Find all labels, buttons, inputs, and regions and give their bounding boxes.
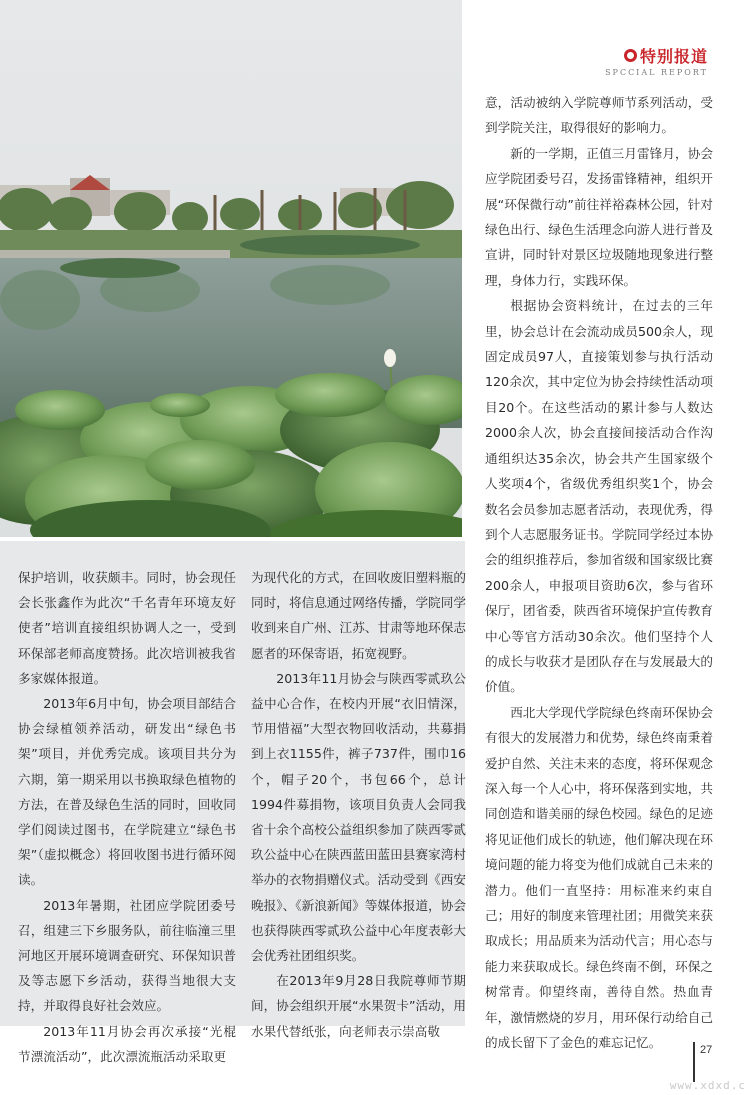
- section-title-en: SPCCIAL REPORT: [605, 68, 708, 77]
- paragraph: 保护培训，收获颇丰。同时，协会现任会长张鑫作为此次“千名青年环境友好使者”培训直接组织协调人之一，受到环保部老师高度赞扬。此次培训被我省多家媒体报道。: [18, 570, 236, 686]
- logo-mark-icon: [624, 49, 637, 62]
- article-column-middle: [251, 565, 466, 1044]
- paragraph: 为现代化的方式，在回收废旧塑料瓶的同时，将信息通过网络传播，学院同学收到来自广州、江苏、甘肃等地环保志愿者的环保寄语，拓宽视野。: [251, 570, 466, 661]
- paragraph: 在2013年9月28日我院尊师节期间，协会组织开展“水果贺卡”活动，用水果代替纸张，向老师表示崇高敬: [251, 973, 466, 1039]
- paragraph: 2013年11月协会与陕西零贰玖公益中心合作，在校内开展“衣旧情深，节用惜福”大型衣物回收活动，共募捐到上衣1155件，裤子737件，围巾16个，帽子20个，书包66个，总计1994件募捐物，该项目负责人会同我省十余个高校公益组织参加了陕西零贰玖公益中心在陕西蓝田蓝田县赛家湾村举办的衣物捐赠仪式。活动受到《西安晚报》、《新浪新闻》等媒体报道，协会也获得陕西零贰玖公益中心年度表彰大会优秀社团组织奖。: [251, 670, 466, 964]
- page-number: 27: [700, 1044, 713, 1056]
- lotus-pond-illustration: [0, 0, 462, 537]
- paragraph: 西北大学现代学院绿色终南环保协会有很大的发展潜力和优势，绿色终南秉着爱护自然、关注未来的态度，将环保观念深入每一个人心中，将环保落到实地，共同创造和谐美丽的绿色校园。绿色的足迹将见证他们成长的轨迹，他们解决现在环境问题的能力将变为他们成就自己未来的潜力。他们一直坚持：用标准来约束自己；用好的制度来管理社团；用微笑来获取成长；用品质来为活动代言；用心态与能力来获取成长。绿色终南不倒，环保之树常青。仰望终南，善待自然。热血青年，激情燃烧的岁月，用环保行动给自己的成长留下了金色的难忘记忆。: [485, 704, 713, 1051]
- section-title: [605, 44, 708, 67]
- paragraph: 新的一学期，正值三月雷锋月，协会应学院团委号召，发扬雷锋精神，组织开展“环保微行动”前往祥裕森林公园，针对绿色出行、绿色生活理念向游人进行普及宣讲，同时针对景区垃圾随地现象进行整理，身体力行，实践环保。: [485, 145, 713, 288]
- paragraph: 意，活动被纳入学院尊师节系列活动，受到学院关注，取得很好的影响力。: [485, 95, 713, 136]
- section-logo: [605, 44, 708, 77]
- paragraph: 根据协会资料统计，在过去的三年里，协会总计在会流动成员500余人，现固定成员97人，直接策划参与执行活动120余次，其中定位为协会持续性活动项目20个。在这些活动的累计参与人数达2000余人次，协会直接间接活动合作沟通组织达35余次，协会共产生国家级个人奖项4个，省级优秀组织奖1个，协会数名会员参加志愿者活动，表现优秀，得到个人志愿服务证书。学院同学经过本协会的组织推荐后，参加省级和国家级比赛200余人，申报项目资助6次，参与省环保厅，团省委，陕西省环境保护宣传教育中心等官方活动30余次。他们坚持个人的成长与收获才是团队存在与发展最大的价值。: [485, 298, 713, 695]
- section-title-cn: 特别报道: [639, 47, 708, 66]
- paragraph: 2013年暑期，社团应学院团委号召，组建三下乡服务队，前往临潼三里河地区开展环境调查研究、环保知识普及等志愿下乡活动，获得当地很大支持，并取得良好社会效应。: [18, 897, 236, 1014]
- lotus-pond-photo: [0, 0, 462, 537]
- article-column-right: [485, 90, 713, 1055]
- watermark: www.xdxd.c: [669, 1079, 746, 1092]
- page-number-rule: [693, 1042, 695, 1082]
- paragraph: 2013年6月中旬，协会项目部结合协会绿植领养活动，研发出“绿色书架”项目，并优秀完成。该项目共分为六期，第一期采用以书换取绿色植物的方法，在普及绿色生活的同时，回收同学们阅读过图书，在学院建立“绿色书架”（虚拟概念）将回收图书进行循环阅读。: [18, 696, 236, 888]
- article-column-left: [18, 565, 236, 1069]
- paragraph: 2013年11月协会再次承接“光棍节漂流活动”，此次漂流瓶活动采取更: [18, 1023, 236, 1064]
